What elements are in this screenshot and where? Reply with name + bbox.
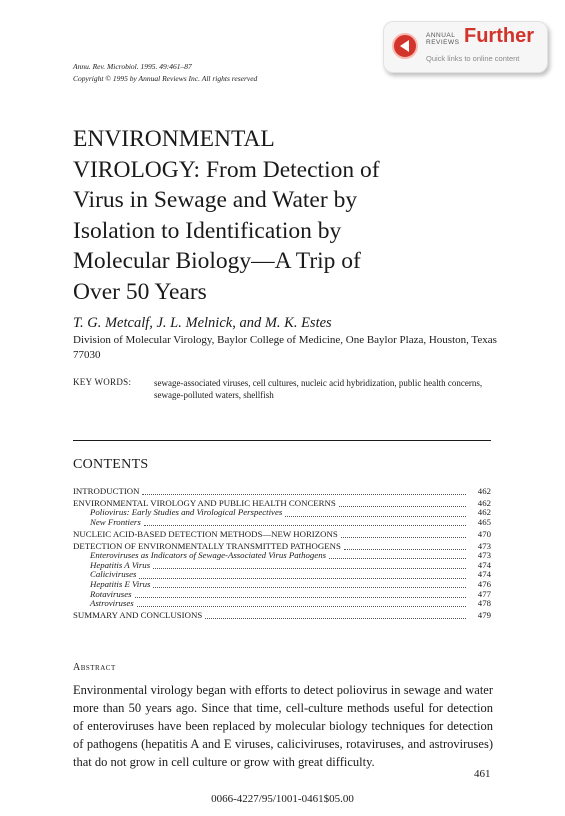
toc-leader bbox=[135, 591, 466, 598]
play-back-icon bbox=[392, 33, 418, 59]
journal-citation: Annu. Rev. Microbiol. 1995. 49:461–87 bbox=[73, 62, 192, 71]
title-line: Molecular Biology—A Trip of bbox=[73, 248, 361, 274]
toc-entry-page: 462 bbox=[477, 507, 491, 518]
toc-entry-page: 476 bbox=[477, 578, 491, 589]
title-line: VIROLOGY: From Detection of bbox=[73, 156, 380, 183]
contents-heading: CONTENTS bbox=[73, 457, 149, 472]
title-line: Isolation to Identification by bbox=[73, 217, 342, 244]
toc-entry[interactable] bbox=[73, 599, 491, 609]
toc-entry-page: 473 bbox=[477, 540, 491, 551]
toc-entry-label: INTRODUCTION bbox=[73, 486, 140, 496]
toc-entry-label: DETECTION OF ENVIRONMENTALLY TRANSMITTED PATHOGENS bbox=[73, 540, 341, 551]
toc-leader bbox=[139, 572, 466, 579]
toc-leader bbox=[285, 510, 466, 517]
page-number: 461 bbox=[474, 768, 491, 780]
further-badge[interactable] bbox=[383, 21, 548, 73]
toc-leader bbox=[144, 519, 466, 526]
toc-entry-label: Caliciviruses bbox=[90, 569, 137, 580]
footer-code: 0066-4227/95/1001-0461$05.00 bbox=[211, 793, 354, 805]
badge-reviews-label: REVIEWS bbox=[426, 39, 460, 46]
toc-leader bbox=[344, 543, 466, 550]
article-title bbox=[73, 124, 433, 307]
toc-entry-page: 462 bbox=[477, 497, 491, 508]
toc-leader bbox=[339, 500, 466, 507]
toc-entry-page: 473 bbox=[477, 550, 491, 561]
toc-entry[interactable] bbox=[73, 580, 491, 590]
toc-leader bbox=[329, 552, 466, 559]
toc-entry-page: 479 bbox=[477, 609, 491, 620]
toc-entry-label: ENVIRONMENTAL VIROLOGY AND PUBLIC HEALTH CONCERNS bbox=[73, 497, 336, 508]
toc-entry-label: NUCLEIC ACID-BASED DETECTION METHODS—NEW HORIZONS bbox=[73, 528, 338, 539]
toc-leader bbox=[142, 488, 466, 495]
toc-entry-page: 474 bbox=[477, 559, 491, 570]
toc-entry-label: New Frontiers bbox=[90, 516, 141, 527]
toc-leader bbox=[153, 581, 466, 588]
toc-entry[interactable] bbox=[73, 590, 491, 600]
badge-tagline: Quick links to online content bbox=[426, 54, 520, 63]
toc-entry-page: 477 bbox=[477, 588, 491, 599]
authors: T. G. Metcalf, J. L. Melnick, and M. K. Estes bbox=[73, 315, 332, 331]
toc-entry-page: 474 bbox=[477, 569, 491, 580]
badge-annual-reviews bbox=[426, 32, 459, 46]
toc-leader bbox=[137, 600, 466, 607]
toc-entry[interactable] bbox=[73, 487, 491, 497]
toc-entry-label: Rotaviruses bbox=[90, 588, 132, 599]
section-divider bbox=[73, 440, 491, 441]
keywords-label: KEY WORDS: bbox=[73, 377, 132, 387]
toc-entry-page: 462 bbox=[477, 486, 491, 496]
toc-entry-label: Poliovirus: Early Studies and Virological Perspectives bbox=[90, 507, 283, 518]
title-line: Virus in Sewage and Water by bbox=[73, 187, 358, 213]
table-of-contents bbox=[73, 487, 491, 620]
toc-leader bbox=[205, 612, 466, 619]
toc-entry-label: Hepatitis A Virus bbox=[90, 559, 151, 570]
keywords-text: sewage-associated viruses, cell cultures, nucleic acid hybridization, public health concerns, sewage-polluted waters, shellfish bbox=[154, 378, 483, 400]
toc-entry-page: 478 bbox=[477, 598, 491, 609]
badge-further-label: Further bbox=[464, 25, 534, 47]
toc-entry[interactable] bbox=[73, 518, 491, 528]
journal-copyright: Copyright © 1995 by Annual Reviews Inc. All rights reserved bbox=[73, 74, 258, 83]
badge-annual-label: ANNUAL bbox=[426, 32, 456, 39]
toc-entry-label: SUMMARY AND CONCLUSIONS bbox=[73, 609, 203, 620]
toc-entry-page: 465 bbox=[477, 516, 491, 527]
affiliation: Division of Molecular Virology, Baylor College of Medicine, One Baylor Plaza, Houston, Texas 77030 bbox=[73, 334, 497, 361]
toc-entry-label: Enteroviruses as Indicators of Sewage-Associated Virus Pathogens bbox=[90, 550, 327, 561]
toc-leader bbox=[341, 531, 466, 538]
toc-leader bbox=[153, 562, 466, 569]
toc-entry[interactable] bbox=[73, 611, 491, 621]
abstract-heading: Abstract bbox=[73, 662, 116, 673]
toc-entry[interactable] bbox=[73, 530, 491, 540]
title-line: ENVIRONMENTAL bbox=[73, 126, 275, 152]
toc-entry-label: Hepatitis E Virus bbox=[90, 578, 151, 589]
abstract-text: Environmental virology began with efforts to detect poliovirus in sewage and water more than 50 years ago. Since that time, cell-culture methods useful for detection of enteroviruses have been replaced by molecular biology techniques for detection of pathogens (hepatitis A and E viruses, caliciviruses, rotaviruses, and astroviruses) that do not grow in cell culture or grow with great difficulty. bbox=[73, 683, 493, 769]
toc-entry-page: 470 bbox=[477, 528, 491, 539]
toc-entry-label: Astroviruses bbox=[90, 598, 134, 609]
title-line: Over 50 Years bbox=[73, 278, 207, 305]
